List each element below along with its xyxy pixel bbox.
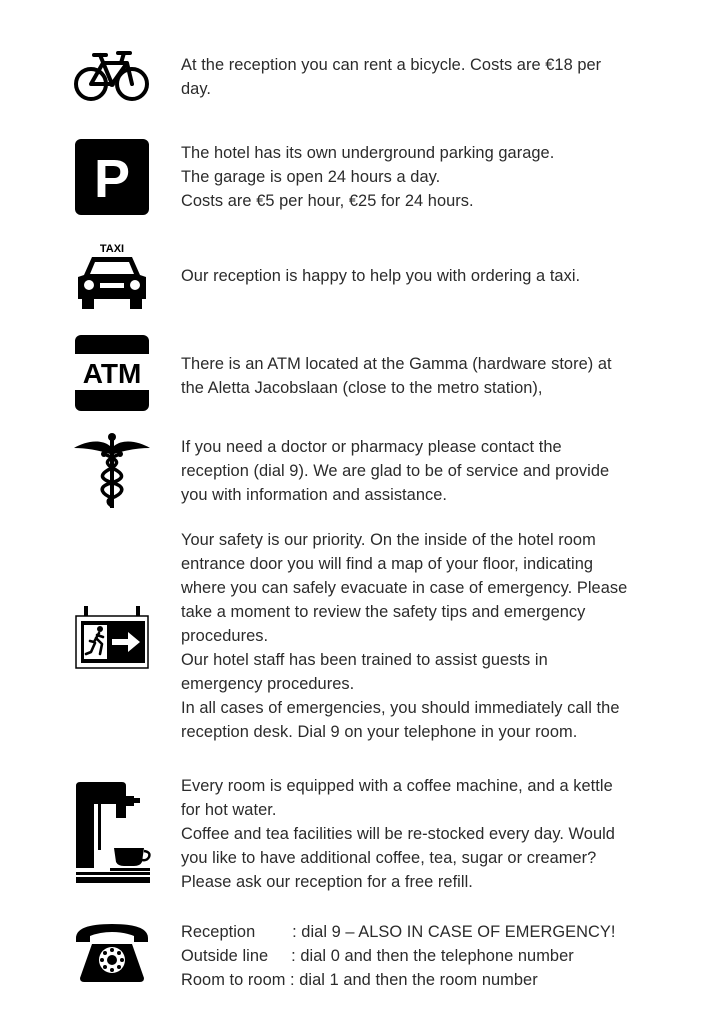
safety-text-line: procedures. [181, 627, 269, 645]
bicycle-text-line: At the reception you can rent a bicycle. Costs are €18 per [181, 56, 602, 74]
telephone-text-line: Outside line : dial 0 and then the telephone number [181, 947, 574, 965]
atm-badge-text: ATM [82, 358, 142, 389]
parking-text-line: The hotel has its own underground parking garage. [181, 144, 555, 162]
parking-text-line: Costs are €5 per hour, €25 for 24 hours. [181, 192, 474, 210]
coffee-text-line: for hot water. [181, 801, 277, 819]
parking-icon [72, 139, 154, 215]
safety-text-line: emergency procedures. [181, 675, 355, 693]
safety-text-line: In all cases of emergencies, you should immediately call the [181, 699, 620, 717]
safety-text-line: take a moment to review the safety tips and emergency [181, 603, 586, 621]
telephone-icon [72, 920, 154, 984]
taxi-text-line: Our reception is happy to help you with ordering a taxi. [181, 267, 581, 285]
atm-text-line: There is an ATM located at the Gamma (hardware store) at [181, 355, 612, 373]
bicycle-icon [72, 50, 154, 102]
safety-text-line: reception desk. Dial 9 on your telephone in your room. [181, 723, 578, 741]
coffee-text-line: Every room is equipped with a coffee machine, and a kettle [181, 777, 613, 795]
safety-text-line: where you can safely evacuate in case of emergency. Please [181, 579, 628, 597]
atm-icon [72, 335, 154, 411]
medical-text-line: If you need a doctor or pharmacy please contact the [181, 438, 562, 456]
taxi-icon [72, 241, 154, 313]
telephone-text-line: Room to room : dial 1 and then the room number [181, 971, 538, 989]
coffee-text-line: Coffee and tea facilities will be re-stocked every day. Would [181, 825, 615, 843]
taxi-sign-text: TAXI [99, 243, 125, 255]
telephone-text-line: Reception : dial 9 – ALSO IN CASE OF EMERGENCY! [181, 923, 616, 941]
medical-text-line: you with information and assistance. [181, 486, 448, 504]
parking-text-line: The garage is open 24 hours a day. [181, 168, 441, 186]
safety-text-line: entrance door you will find a map of your floor, indicating [181, 555, 594, 573]
coffee-text-line: Please ask our reception for a free refill. [181, 873, 473, 891]
coffee-text-line: you like to have additional coffee, tea, sugar or creamer? [181, 849, 597, 867]
parking-badge-text: P [93, 149, 131, 209]
emergency-exit-icon [72, 606, 154, 670]
coffee-machine-icon [72, 782, 154, 886]
atm-text-line: the Aletta Jacobslaan (close to the metro station), [181, 379, 543, 397]
safety-text-line: Your safety is our priority. On the inside of the hotel room [181, 531, 596, 549]
bicycle-text-line: day. [181, 80, 211, 98]
safety-text-line: Our hotel staff has been trained to assist guests in [181, 651, 548, 669]
caduceus-icon [72, 432, 154, 510]
medical-text-line: reception (dial 9). We are glad to be of service and provide [181, 462, 610, 480]
